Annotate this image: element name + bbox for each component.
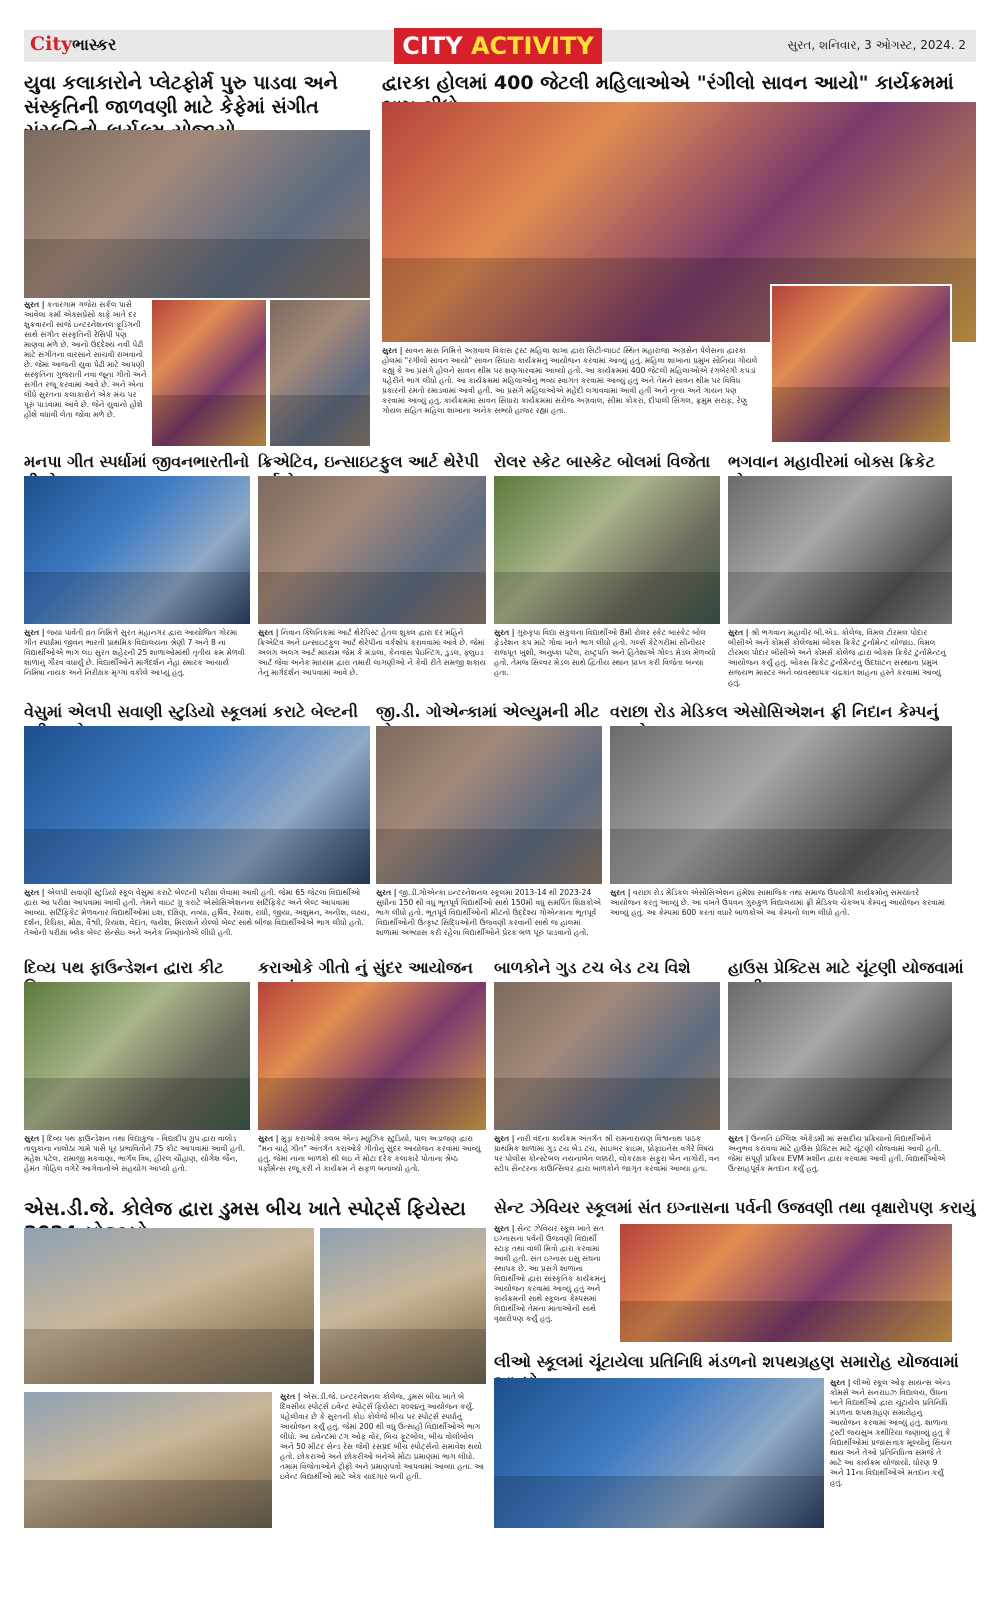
brand-paper: ભાસ્કર [72, 35, 117, 54]
story-text: ગુરુકૃપા વિદ્યા સંકુલના વિદ્યાર્થીઓ 8મી રોલર સ્કેટ બાસ્કેટ બોલ ફેડરેશન કપ માટે ગોવા ખાતે ભાગ લીધો હતો. ગર્લ્સ કેટેગરીમાં સીનીયર રાજપૂત ખુશી, અનુષ્કા પટેલ, રાષ્ટ્રપતિ અને હિતેશાએ ગોલ્ડ મેડલ મેળવ્યો હતો. તેમજ સિલ્વર મેડલ સાથે દ્વિતીય સ્થાન પ્રાપ્ત કરી વિજેતા બન્યા હતા. [494, 628, 716, 678]
brand-city: City [30, 33, 73, 55]
story-photo [494, 982, 720, 1130]
story-headline: વરાછા રોડ મેડિકલ એસોસિએશન ફ્રી નિદાન કેમ્પનું [610, 702, 939, 721]
story-body [728, 1134, 952, 1190]
story-text: સેન્ટ ઝેવિયર સ્કૂલ ખાતે સંત ઇગ્નાસના પર્વની ઉજવણી વિદ્યાર્થી સ્ટાફ તથા વાલી મિત્રો દ્વારા કરવામાં આવી હતી. સંત ઇગ્નાસ ઇસુ સંઘના સ્થાપક છે. આ પ્રસંગે શાળાના વિદ્યાર્થીઓ દ્વારા સાંસ્કૃતિક કાર્યક્રમનું આયોજન કરવામાં આવ્યું હતું અને કાર્યક્રમની સાથે સ્કૂલના કેમ્પસમાં વિદ્યાર્થીઓ તેમના માતાઓની સાથે વૃક્ષારોપણ કર્યું હતું. [494, 1224, 606, 1324]
story-photo [24, 1228, 314, 1384]
story-photo [258, 476, 486, 624]
story-place: સુરત | [494, 1134, 515, 1143]
story-headline: લીઓ સ્કૂલમાં ચૂંટાયેલા પ્રતિનિધિ મંડળનો શપથગ્રહણ સમારોહ યોજવામાં [494, 1352, 959, 1371]
story-body [280, 1392, 486, 1528]
story-body [24, 1134, 250, 1190]
story-headline: મનપા ગીત સ્પર્ધામાં જીવનભારતીનો [24, 452, 250, 471]
story-headline: સેન્ટ ઝેવિયર સ્કૂલમાં સંત ઇગ્નાસના પર્વની ઉજવણી તથા વૃક્ષારોપણ કરાયું [494, 1198, 976, 1217]
story-photo [610, 726, 952, 884]
story-place: સુરત | [610, 888, 631, 897]
story-place: સુરત | [24, 628, 45, 637]
dateline: સુરત, શનિવાર, 3 ઓગસ્ટ, 2024. 2 [787, 38, 966, 52]
story-headline: દ્વારકા હોલમાં 400 જેટલી મહિલાઓએ "રંગીલો સાવન આયો" કાર્યક્રમમાં [382, 72, 954, 94]
story-body [494, 1134, 720, 1190]
story-photo [770, 284, 952, 444]
story-place: સુરત | [24, 300, 45, 309]
story-body [728, 628, 952, 694]
story-body [258, 1134, 486, 1190]
story-photo [320, 1228, 486, 1384]
story-photo [494, 1378, 824, 1528]
section-banner [394, 28, 602, 64]
story-text: કતારગામ ગજેરા સર્કલ પાસે આવેલા કર્મા એક્સપ્રેસો કાફે ખાતે દર શુક્રવારની સાંજે ઇન્ટરનેશનલ ફૂડિંગની સાથે સંગીત સંસ્કૃતિની રેસિપી પણ માણવા મળે છે. આનો ઉદ્દેશ્ય નવી પેઢી માટે સંગીતના વારસાને સાચવી રાખવાનો છે. જેમાં આજની યુવા પેઢી માટે આપણી સંસ્કૃતિના ગુજરાતી નવા જૂના ગીતો અને સંગીત રજૂ કરવામાં આવે છે. અને એના લીધે સુરતના કલાકારોને એક મંચ પર પૂરું પાડવામાં આવે છે. જેને યુવાનો હોંશે હોંશે વધાવી લેતા જોવા મળે છે. [24, 300, 147, 420]
story-photo [620, 1224, 952, 1342]
story-place: સુરત | [258, 628, 279, 637]
story-headline: એસ.ડી.જે. કોલેજ દ્વારા ડુમસ બીચ ખાતે સ્પોર્ટ્સ ફિયેસ્ટા [24, 1198, 466, 1220]
story-text: સાવન માસ નિમિત્તે અગ્રવાલ વિકાસ ટ્રસ્ટ મહિલા શાખા દ્વારા સિટી-લાઇટ સ્થિત મહારાજા અગ્રસેન પેલેસના દ્વારકા હોલમાં "રંગીલો સાવન આયો" સાવન સિંધારા કાર્યક્રમનું આયોજન કરવામાં આવ્યું હતું. મહિલા શાખાના પ્રમુખ સોનિયા ગોયલે કહ્યું કે આ પ્રસંગે હોલને સાવન થીમ પર શણગારવામાં આવ્યો હતો. આ કાર્યક્રમમાં 400 જેટલી મહિલાઓએ રંગબેરંગી કપડાં પહેરીને ભાગ લીધો હતો. આ કાર્યક્રમમાં મહિલાઓનું ભવ્ય સ્વાગત કરવામાં આવ્યું હતું અને તેમને સાવન થીમ પર વિવિધ પ્રકારની રમતો રમાડવામાં આવી હતી. આ પ્રસંગે મહિલાઓએ મહેંદી લગાવવામાં આવી હતી અને નૃત્ય અને ગાયન પણ કરવામાં આવ્યું હતું. કાર્યક્રમમાં સાવન સિંધારા કાર્યક્રમમાં સરોજ અગ્રવાલ, સીમા કોકરા, દીપાલી સિંગલ, ફ્રમુમ સરાફ, રેણુ ગોયલ સહિત મહિલા શાખાના અનેક સભ્યો હાજર રહ્યા હતા. [382, 346, 758, 416]
story-place: સુરત | [494, 1224, 515, 1233]
story-place: સુરત | [728, 628, 749, 637]
story-photo [270, 300, 370, 446]
story-body [24, 888, 370, 950]
story-text: એસ.ડી.જે. ઇન્ટરનેશનલ કોલેજ, ડુમસ બીચ ખાતે બે દિવસીય સ્પોર્ટ્સ ઇવેન્ટ સ્પોર્ટ્સ ફિયેસ્ટા ૨૦૨૪નું આયોજન કર્યું. પહેલીવાર છે કે સુરતની કોઇ કોલેજે બીચ પર સ્પોર્ટ્સ સ્પર્ધાનું આયોજન કર્યું હતું. જેમાં 200 થી વધુ ઉત્સાહી વિદ્યાર્થીઓએ ભાગ લીધો. આ ઇવેન્ટમાં ટગ ઓફ વોર, બિચ ફૂટબોલ, બીચ વોલીબોલ અને 50 મીટર સેન્ડ રેસ જેવી રસપ્રદ બીચ સ્પોર્ટ્સનો સમાવેશ થયો હતો. છોકરાઓ અને છોકરીઓ બંનેએ મોટા પ્રમાણમાં ભાગ લીધો. તમામ વિજેતાઓને ટ્રોફી અને પ્રમાણપત્રો આપવામાં આવ્યા હતા. આ ઇવેન્ટ વિદ્યાર્થીઓ માટે એક યાદગાર બની હતી. [280, 1392, 485, 1482]
story-headline: દિવ્ય પથ ફાઉન્ડેશન દ્વારા કીટ [24, 958, 224, 977]
story-text: જી.ડી.ગોએન્કા ઇન્ટરનેશનલ સ્કૂલમાં 2013-14 થી 2023-24 સુધીના 150 થી વધુ ભૂતપૂર્વ વિદ્યાર્થીઓ સાથે 150મી વધુ સમર્પિત શિક્ષકોએ ભાગ લીધો હતો. ભૂતપૂર્વ વિદ્યાર્થીઓની મીટનો ઉદ્દેશ્ય ગોએન્કાના ભૂતપૂર્વ વિદ્યાર્થીઓની ઉત્કૃષ્ટ સિદ્ધિઓની ઉજવણી કરવાની સાથે જ હાલમાં શાળામાં અભ્યાસ કરી રહેલા વિદ્યાર્થીઓને પ્રેરક બળ પૂરું પાડવાનો હતો. [376, 888, 602, 938]
story-place: સુરત | [494, 628, 515, 637]
story-body [494, 1224, 614, 1344]
section-activity: ACTIVITY [470, 32, 594, 60]
story-photo [24, 1392, 272, 1528]
story-photo [728, 476, 952, 624]
story-text: ઉન્નતિ ઇંગ્લિશ એકેડમી માં સંસદીય પ્રક્રિયાનો વિદ્યાર્થીઓને અનુભવ કરાવવા માટે હાઉસ પ્રેક્ટિસ માટે ચૂંટણી યોજવામાં આવી હતી. જેમાં સંપૂર્ણ પ્રક્રિયા EVM મશીન દ્વારા કરવામાં આવી હતી. વિદ્યાર્થીઓએ ઉત્સાહપૂર્વક મતદાન કર્યું હતું. [728, 1134, 946, 1174]
story-text: નિવાન ક્લિનિકમાં આર્ટ થેરેપિસ્ટ હેતલ શુક્લ દ્વારા દર મહિને ક્રિએટિવ અને ઇન્સાઇટફુલ આર્ટ થેરેપીના વર્કશોપ કરાવવામાં આવે છે. જેમાં અલગ અલગ આર્ટ માધ્યમ જેમ કે મંડાલા, કેનવાસ પેઇન્ટિંગ, ડુડલ, ફ્લુઇડ આર્ટ જેવા અનેક માધ્યમ દ્વારા તમારી લાગણીઓ ને કેવી રીતે સમજી શકાય તેનું માર્ગદર્શન આપવામાં આવે છે. [258, 628, 486, 678]
story-headline: વેસુમાં એલપી સવાણી સ્ટુડિયો સ્કૂલમાં કરાટે બેલ્ટની [24, 702, 358, 721]
story-place: સુરત | [24, 1134, 45, 1143]
story-body [610, 888, 952, 950]
story-headline: ક્રિએટિવ, ઇન્સાઇટફુલ આર્ટ થેરેપી [258, 452, 479, 471]
story-headline: બાળકોને ગુડ ટચ બેડ ટચ વિશે [494, 958, 691, 977]
story-photo [494, 476, 720, 624]
story-photo [24, 726, 370, 884]
story-place: સુરત | [728, 1134, 749, 1143]
story-headline: યુવા કલાકારોને પ્લેટફોર્મ પુરુ પાડવા અને સંસ્કૃતિની જાળવણી માટે કેફેમાં સંગીત [24, 72, 338, 118]
story-place: સુરત | [382, 346, 403, 355]
story-text: વરાછા રોડ મેડિકલ એસોસિએશન હંમેશા સામાજિક તથા સમાજ ઉપયોગી કાર્યક્રમોનું સમયાંતરે આયોજન કરતું આવ્યું છે. આ વખતે ઉપવન ગુરુકુળ વિદ્યાલયમાં ફ્રી મેડિકલ ચેકઅપ કેમ્પનું આયોજન કરવામાં આવ્યું હતું. આ કેમ્પમાં 600 કરતાં વધારે બાળકોએ આ કેમ્પનો લાભ લીધો હતો. [610, 888, 946, 918]
story-text: જયા પાર્વતી વ્રત નિમિત્તે સુરત મહાનગર દ્વારા આયોજિત ગોરમા ગીત સ્પર્ધામાં જીવન ભારતી પ્રાથમિક વિદ્યાલયના શ્રેણી 7 અને 8 ના વિદ્યાર્થીઓએ ભાગ લઇ સુરત શહેરની 25 શાળાઓમાંથી તૃતીય ક્રમ મેળવી શાળાનું ગૌરવ વધાર્યું છે. વિદ્યાર્થીઓને માર્ગદર્શન નેહા સ્મારક આચાર્ય નિમિષા નાયક અને નિરીક્ષક મૃગ્ગા વકીલે આપ્યું હતું. [24, 628, 245, 678]
story-place: સુરત | [376, 888, 397, 897]
story-text: એલપી સવાણી સ્ટુડિયો સ્કૂલ વેસુમાં કરાટે બેલ્ટની પરીક્ષા લેવામાં આવી હતી. જેમાં 65 જેટલા વિદ્યાર્થીઓ દ્વારા આ પરીક્ષા આપવામાં આવી હતી. તેમને વાઇટ ગ્રૂ કરાટે એસોસિએશનના સર્ટિફિકેટ અને બેલ્ટ આપવામાં આવ્યા. સર્ટિફિકેટ મેળવનાર વિદ્યાર્થીઓમાં ઇશ, દક્ષિણ, નવ્યા, હર્ષિવ, રેયાંશ, રાધી, જીયા, અંશુમન, અનીશ, લક્ષ્ય, દર્શન, રિધિકા, મોક્ષ, વૈશ્વી, રિયાંશ, વેદાંત, જયેશ, મિરાંશને યેલ્લો બેલ્ટ સાથે બીજા વિદ્યાર્થીઓએ ભાગ લીધો હતો. તેઓની પરીક્ષા બ્લેક બેલ્ટ સેન્સેઇ અને અનેક નિષ્ણાંતોએ લીધી હતી. [24, 888, 370, 938]
story-text: નારી વંદના કાર્યક્રમ અંતર્ગત શ્રી રામનારાયણ વિશ્વનાથ પાઠક પ્રાથમિક શાળામાં ગુડ ટચ બેડ ટચ, સાઇબર ક્રાઇમ, પ્રોફાઇનેસ વગેરે વિષય પર પોલીસ કોન્સ્ટેબલ નયનાબેન લક્કરી, લોકરક્ષક સફુરા બેન નાગોરી, વન સ્ટોપ સેન્ટરના કાઉન્સિલર દ્વારા બાળકોને જાગૃત કરવામાં આવ્યા હતા. [494, 1134, 720, 1174]
story-photo [24, 476, 250, 624]
story-headline: કરાઓકે ગીતો નું સુંદર આયોજન [258, 958, 473, 977]
story-photo [728, 982, 952, 1130]
story-text: લીઓ સ્કૂલ ઓફ સાયન્સ એન્ડ કોમર્સ અને સનરાઇઝ વિદ્યાલય, ઉધના ખાતે વિદ્યાર્થીઓ દ્વારા ચૂંટાયેલ પ્રતિનિધિ મંડળના શપથગ્રહણ સમારોહનું આયોજન કરવામાં આવ્યું હતું. શાળાના ટ્રસ્ટી જયસુખ કથીરિયા જણાવ્યું હતું કે વિદ્યાર્થીઓમાં પ્રજાસત્તાક મૂલ્યોનું સિંચન થાય અને તેઓ પ્રતિનિધિત્વ સમજે તે માટે આ કાર્યક્રમ યોજાયો. ધોરણ 9 અને 11ના વિદ્યાર્થીઓએ મતદાન કર્યું હતું. [830, 1378, 952, 1488]
story-photo [24, 130, 370, 298]
story-body [830, 1378, 952, 1528]
story-place: સુરત | [830, 1378, 851, 1387]
section-city: CITY [402, 32, 463, 60]
story-headline: જી.ડી. ગોએન્કામાં એલ્યુમની મીટ [376, 702, 600, 721]
story-place: સુરત | [258, 1134, 279, 1143]
story-photo [258, 982, 486, 1130]
masthead [24, 30, 976, 62]
story-text: શ્રી ભગવાન મહાવીર બી.એડ. કોલેજ, વિમલ ટોરમલ પોદાર બીસીએ અને કોમર્સ કોલેજમાં બોક્સ ક્રિકેટ ટુર્નામેન્ટ યોજાઇ. વિમલ ટોરમલ પોદાર બીસીએ અને કોમર્સ કોલેજ દ્વારા બોક્સ ક્રિકેટ ટુર્નામેન્ટનું આયોજન કર્યું હતું. બોક્સ ક્રિકેટ ટુર્નામેન્ટનું ઉદઘાટન સંસ્થાના પ્રમુખ સંજયભ માસ્ટર અને વ્યવસ્થાપક ચંદ્રકાંત શાહના હસ્તે કરવામાં આવ્યું હતું. [728, 628, 946, 688]
newspaper-logo [30, 33, 116, 55]
story-body [24, 300, 148, 446]
story-text: દિવ્ય પથ ફાઉન્ડેશન તથા વિદ્યાકુંજ - વિદ્યાદીપ ગ્રુપ દ્વારા વાલોડ તાલુકાના નાલોઠા ગામે પાસે પૂર પ્રભાવિતોને 75 કીટ આપવામાં આવી હતી. મહેશ પટેલ, રામાજી મકવાણા, ભાર્ગવ ત્રિષ, હીરલ ચૌહાણ, યોગેશ જૈન, હેમંત ગોહિલ વગેરે આગેવાનોએ સહયોગ આપ્યો હતો. [24, 1134, 246, 1174]
story-body [24, 628, 250, 694]
story-photo [24, 982, 250, 1130]
story-headline: રોલર સ્કેટ બાસ્કેટ બોલમાં વિજેતા [494, 452, 711, 471]
story-body [382, 346, 762, 446]
story-headline: ભગવાન મહાવીરમાં બોક્સ ક્રિકેટ [728, 452, 936, 471]
story-body [376, 888, 602, 950]
story-text: મુડ્રા કરાઓકે ક્લબ એન્ડ મ્યુઝિક સ્ટુડિયો, પાલ અડાજણ દ્વારા "મન ચાહે ગીત" અંતર્ગત કરાઓકે ગીતોનું સુંદર આયોજન કરવામાં આવ્યું હતું. જેમાં નાના બાળકો થી લઇ ને મોટા દરેક કલાકારે પોતાના શ્રેષ્ઠ પર્ફોર્મન્સ રજૂ કરી ને કાર્યક્રમ ને સફળ બનાવ્યો હતો. [258, 1134, 481, 1174]
story-body [258, 628, 486, 694]
story-place: સુરત | [24, 888, 45, 897]
story-place: સુરત | [280, 1392, 301, 1401]
story-headline: હાઉસ પ્રેક્ટિસ માટે ચૂંટણી યોજવામાં [728, 958, 964, 977]
story-photo [376, 726, 602, 884]
story-photo [152, 300, 266, 446]
story-body [494, 628, 720, 694]
